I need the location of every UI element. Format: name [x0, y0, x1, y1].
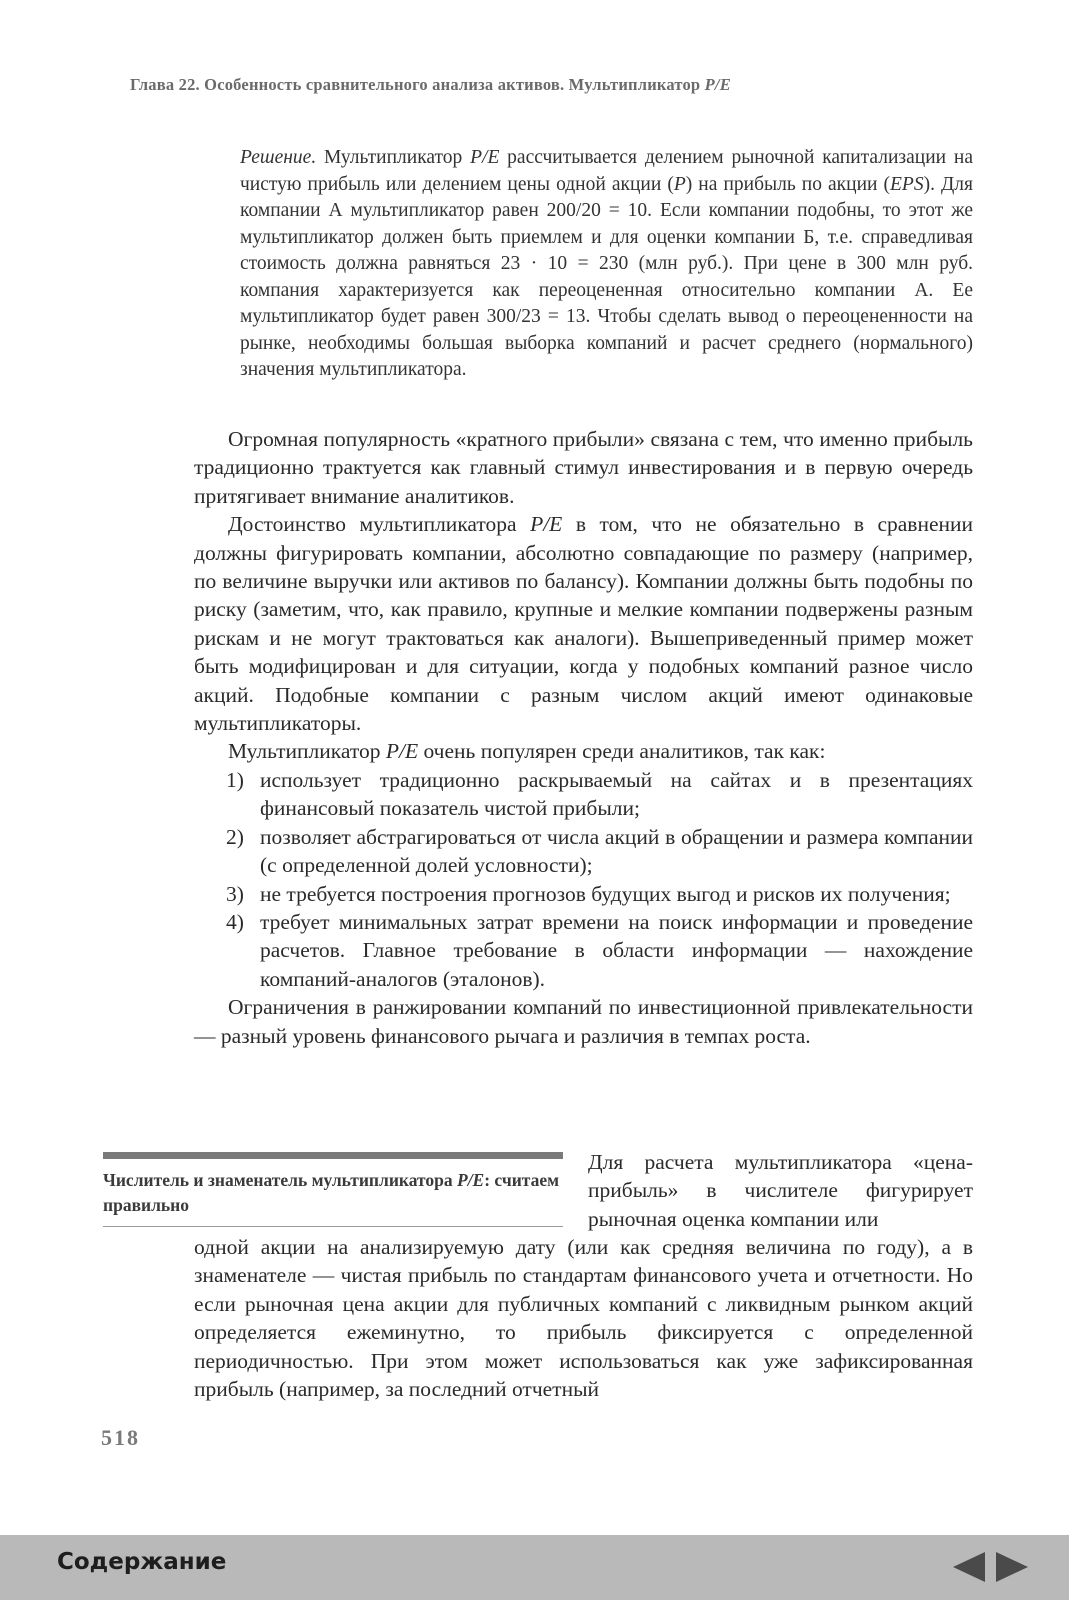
- page-number: 518: [101, 1425, 140, 1450]
- solution-var-p: P: [673, 173, 686, 195]
- list-item: [194, 766, 973, 823]
- sidebar-heading-ratio: P/E: [457, 1170, 485, 1190]
- list-item-number: 2): [226, 824, 244, 849]
- solution-text-3: ) на прибыль по акции (: [685, 173, 890, 195]
- paragraph-advantage-a: Достоинство мультипликатора: [228, 512, 531, 537]
- footer-bar: [0, 1535, 1069, 1600]
- running-head-ratio: P/E: [704, 75, 731, 94]
- solution-text-2: рассчитывается делением рыночной капитализации на чистую прибыль или делением цены одной акции (: [240, 147, 973, 195]
- solution-text-4: ). Для компании А мультипликатор равен 200/20 = 10. Если компании подобны, то этот же мультипликатор должен быть приемлем и для оценки компании Б, т.е. справедливая стоимость должна равняться 23 · 10 = 230 (млн руб.). При цене в 300 млн руб. компания характеризуется как переоцененная относительно компании А. Ее мультипликатор будет равен 300/23 = 13. Чтобы сделать вывод о переоцененности на рынке, необходимы большая выборка компаний и расчет среднего (нормального) значения мультипликатора.: [240, 173, 974, 380]
- list-item-text: использует традиционно раскрываемый на сайтах и в презентациях финансовый показатель чистой прибыли;: [260, 767, 973, 821]
- list-item-number: 1): [226, 767, 244, 792]
- reasons-list: [194, 766, 973, 993]
- list-item-text: не требуется построения прогнозов будущих выгод и рисков их получения;: [260, 881, 951, 906]
- paragraph-list-intro-a: Мультипликатор: [228, 739, 386, 764]
- paragraph-list-intro: [194, 737, 973, 765]
- list-item: [194, 908, 973, 993]
- paragraph-advantage-b: в том, что не обязательно в сравнении должны фигурировать компании, абсолютно совпадающие по размеру (например, по величине выручки или активов по балансу). Компании должны быть подобны по риску (заметим, что, как правило, крупные и мелкие компании подвержены разным рискам и не могут трактоваться как аналоги). Вышеприведенный пример может быть модифицирован и для ситуации, когда у подобных компаний разное число акций. Подобные компании с разным числом акций имеют одинаковые мультипликаторы.: [194, 512, 974, 736]
- paragraph-popularity: Огромная популярность «кратного прибыли» связана с тем, что именно прибыль традиционно трактуется как главный стимул инвестирования и в первую очередь притягивает внимание аналитиков.: [194, 427, 973, 508]
- paragraph-list-intro-ratio: P/E: [385, 739, 419, 764]
- sidebar-heading-b: : считаем правильно: [103, 1170, 560, 1215]
- contents-link[interactable]: Содержание: [57, 1549, 227, 1575]
- running-head: [130, 75, 731, 95]
- list-item-number: 4): [226, 909, 244, 934]
- paragraph-advantage-ratio: P/E: [530, 512, 563, 537]
- sidebar-heading-box: [103, 1152, 563, 1227]
- solution-var-eps: EPS: [890, 173, 924, 195]
- running-head-text: Глава 22. Особенность сравнительного анализа активов. Мультипликатор: [130, 75, 705, 94]
- solution-ratio: P/E: [470, 147, 500, 168]
- list-item-text: требует минимальных затрат времени на поиск информации и проведение расчетов. Главное требование в области информации — нахождение компаний-аналогов (эталонов).: [260, 909, 973, 991]
- solution-block: [240, 145, 973, 384]
- paragraph-continuation: одной акции на анализируемую дату (или как средняя величина по году), а в знаменателе — чистая прибыль по стандартам финансового учета и отчетности. Но если рыночная цена акции для публичных компаний с ликвидным рынком акций определяется ежеминутно, то прибыль фиксируется с определенной периодичностью. При этом может использоваться как уже зафиксированная прибыль (например, за последний отчетный: [194, 1235, 973, 1402]
- next-page-icon[interactable]: [996, 1552, 1028, 1582]
- paragraph-list-intro-b: очень популярен среди аналитиков, так как:: [418, 739, 826, 764]
- list-item-text: позволяет абстрагироваться от числа акций в обращении и размера компании (с определенной долей условности);: [260, 824, 973, 878]
- solution-lead: Решение.: [240, 147, 317, 168]
- sidebar-heading: [103, 1168, 563, 1218]
- paragraph-advantage: [194, 510, 973, 737]
- wrapped-text: Для расчета мультипликатора «цена-прибыль» в числителе фигурирует рыночная оценка компании или: [588, 1150, 973, 1231]
- solution-text-1: Мультипликатор: [316, 147, 471, 168]
- list-item-number: 3): [226, 881, 244, 906]
- main-text: [194, 425, 973, 1050]
- list-item: [194, 823, 973, 880]
- list-item: [194, 880, 973, 908]
- prev-page-icon[interactable]: [953, 1552, 985, 1582]
- paragraph-limitations: Ограничения в ранжировании компаний по инвестиционной привлекательности — разный уровень финансового рычага и различия в темпах роста.: [194, 995, 973, 1048]
- continuation-text: [194, 1233, 973, 1403]
- sidebar-heading-a: Числитель и знаменатель мультипликатора: [103, 1170, 457, 1190]
